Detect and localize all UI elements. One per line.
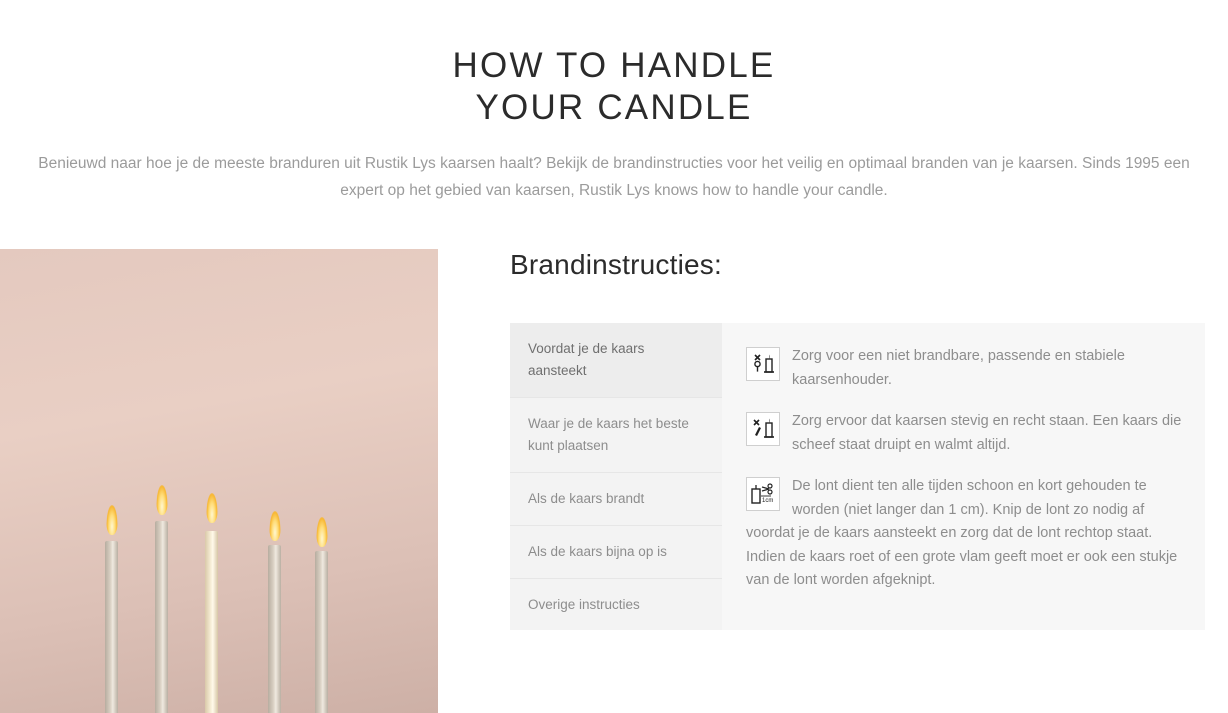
candle-holder-icon (746, 347, 780, 381)
candle-4 (268, 545, 281, 713)
svg-text:1cm: 1cm (762, 498, 774, 505)
page-root (0, 23, 1228, 713)
instruction-text-2: Zorg ervoor dat kaarsen stevig en recht staan. Een kaars die scheef staat druipt en walmt altijd. (792, 413, 1182, 453)
tab-als-de-kaars-bijna-op-is[interactable]: Als de kaars bijna op is (510, 526, 722, 579)
flame-icon (106, 505, 117, 535)
instructions-column (438, 249, 1228, 630)
flame-icon (316, 517, 327, 547)
candle-stick (268, 545, 281, 713)
instructions-panel (510, 323, 1205, 630)
candle-3 (205, 531, 218, 713)
instruction-item-2 (746, 410, 1183, 457)
tab-als-de-kaars-brandt[interactable]: Als de kaars brandt (510, 473, 722, 526)
instruction-text-3: De lont dient ten alle tijden schoon en kort gehouden te worden (niet langer dan 1 cm). Knip de lont zo nodig af voordat je de kaars aansteekt en zorg dat de lont rechtop staat. Indien de kaars roet of een grote vlam geeft moet er ook een stukje van de lont worden afgeknipt. (746, 478, 1178, 589)
straight-candle-icon (746, 412, 780, 446)
section-title: Brandinstructies: (510, 249, 722, 281)
candle-stick (315, 551, 328, 713)
page-title (0, 23, 1228, 128)
flame-icon (269, 511, 280, 541)
instruction-tabpanel (722, 323, 1205, 630)
flame-icon (206, 493, 217, 523)
candle-stick (205, 531, 218, 713)
tab-waar-je-de-kaars-het-beste-kunt-plaatsen[interactable]: Waar je de kaars het beste kunt plaatsen (510, 398, 722, 473)
trim-wick-1cm-icon (746, 477, 780, 511)
page-title-line-2: YOUR CANDLE (475, 87, 753, 127)
candle-5 (315, 551, 328, 713)
candles-photo (0, 249, 438, 713)
tab-overige-instructies[interactable]: Overige instructies (528, 596, 640, 612)
flame-icon (156, 485, 167, 515)
candle-stick (155, 521, 168, 713)
tab-voordat-je-de-kaars-aansteekt[interactable]: Voordat je de kaars aansteekt (510, 323, 722, 398)
page-title-line-1: HOW TO HANDLE (452, 46, 776, 86)
content-area (0, 249, 1228, 713)
instruction-item-3 (746, 475, 1183, 592)
instruction-tabs (510, 323, 722, 630)
candle-1 (105, 541, 118, 713)
candle-stick (105, 541, 118, 713)
instruction-item-1 (746, 345, 1183, 392)
instruction-text-1: Zorg voor een niet brandbare, passende en stabiele kaarsenhouder. (792, 348, 1125, 388)
page-subtitle: Benieuwd naar hoe je de meeste branduren uit Rustik Lys kaarsen haalt? Bekijk de brandinstructies voor het veilig en optimaal branden van je kaarsen. Sinds 1995 een expert op het gebied van kaarsen, Rustik Lys knows how to handle your candle. (38, 155, 1190, 200)
candle-2 (155, 521, 168, 713)
